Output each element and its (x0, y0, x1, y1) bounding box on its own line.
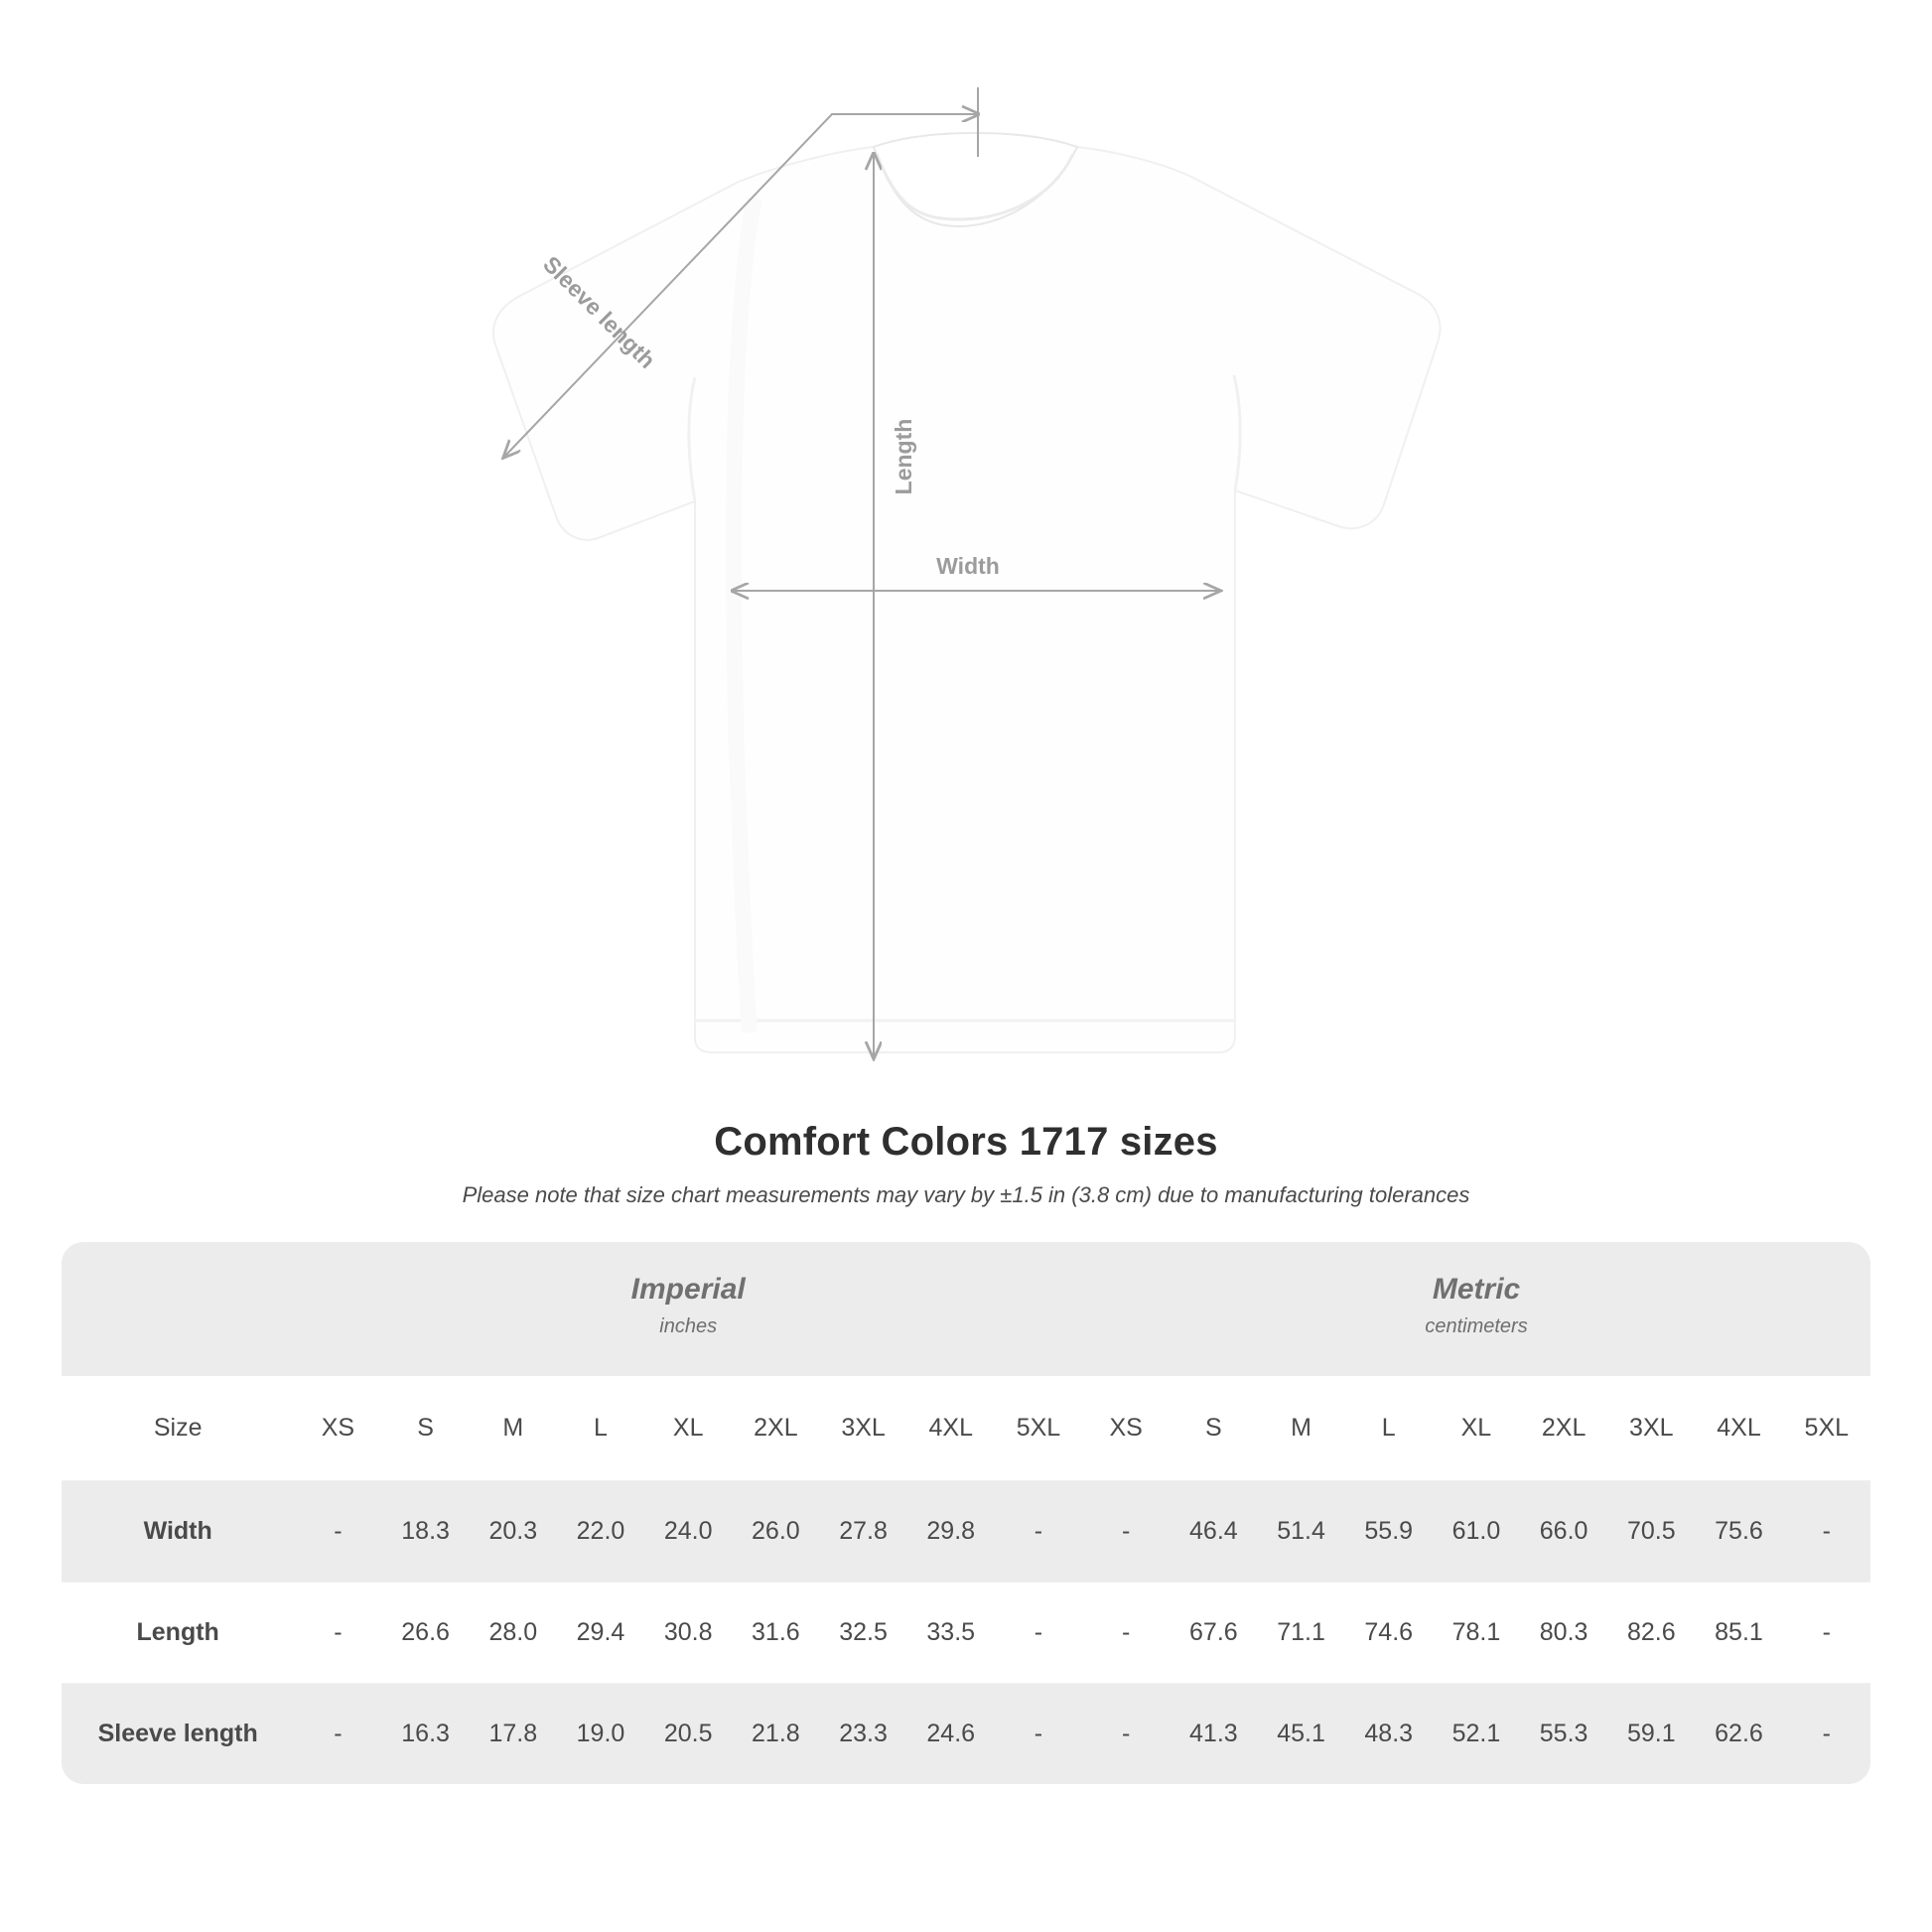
cell: - (995, 1683, 1082, 1784)
header-cell: XL (644, 1376, 732, 1481)
cell: 62.6 (1695, 1683, 1782, 1784)
header-size: Size (62, 1376, 294, 1481)
unit-group-metric-sub: centimeters (1425, 1314, 1528, 1337)
cell: 32.5 (819, 1582, 906, 1683)
cell: 28.0 (470, 1582, 557, 1683)
cell: 26.6 (382, 1582, 470, 1683)
cell: - (995, 1480, 1082, 1582)
header-cell: L (557, 1376, 644, 1481)
unit-band-spacer (62, 1242, 294, 1376)
cell: - (1783, 1683, 1870, 1784)
cell: 48.3 (1345, 1683, 1433, 1784)
unit-group-metric (1082, 1242, 1870, 1376)
cell: - (995, 1582, 1082, 1683)
cell: - (1082, 1480, 1170, 1582)
cell: 20.5 (644, 1683, 732, 1784)
cell: 24.6 (907, 1683, 995, 1784)
cell: 70.5 (1607, 1480, 1695, 1582)
row-label: Width (62, 1480, 294, 1582)
cell: 75.6 (1695, 1480, 1782, 1582)
unit-group-imperial (294, 1242, 1082, 1376)
header-cell: L (1345, 1376, 1433, 1481)
header-cell: 5XL (1783, 1376, 1870, 1481)
cell: 67.6 (1170, 1582, 1257, 1683)
header-cell: M (1257, 1376, 1344, 1481)
cell: 23.3 (819, 1683, 906, 1784)
cell: 30.8 (644, 1582, 732, 1683)
cell: 51.4 (1257, 1480, 1344, 1582)
cell: 66.0 (1520, 1480, 1607, 1582)
cell: 74.6 (1345, 1582, 1433, 1683)
header-cell: 4XL (1695, 1376, 1782, 1481)
header-cell: S (382, 1376, 470, 1481)
header-cell: 3XL (819, 1376, 906, 1481)
length-label: Length (891, 418, 916, 495)
cell: 27.8 (819, 1480, 906, 1582)
cell: 59.1 (1607, 1683, 1695, 1784)
header-cell: XS (294, 1376, 381, 1481)
unit-group-metric-name: Metric (1432, 1273, 1521, 1306)
cell: - (1082, 1683, 1170, 1784)
cell: 61.0 (1433, 1480, 1520, 1582)
cell: 19.0 (557, 1683, 644, 1784)
tshirt-shape (493, 133, 1441, 1052)
chart-title: Comfort Colors 1717 sizes (714, 1120, 1218, 1164)
header-cell: 5XL (995, 1376, 1082, 1481)
cell: 20.3 (470, 1480, 557, 1582)
cell: - (294, 1582, 381, 1683)
cell: - (1783, 1582, 1870, 1683)
cell: 22.0 (557, 1480, 644, 1582)
table-header-row (62, 1376, 1870, 1481)
size-table-wrap (62, 1242, 1870, 1784)
cell: 26.0 (732, 1480, 819, 1582)
cell: 52.1 (1433, 1683, 1520, 1784)
cell: 29.8 (907, 1480, 995, 1582)
cell: 18.3 (382, 1480, 470, 1582)
header-cell: S (1170, 1376, 1257, 1481)
cell: 71.1 (1257, 1582, 1344, 1683)
table-row (62, 1582, 1870, 1683)
unit-group-imperial-name: Imperial (630, 1273, 746, 1306)
cell: 41.3 (1170, 1683, 1257, 1784)
cell: - (294, 1683, 381, 1784)
cell: 31.6 (732, 1582, 819, 1683)
unit-band-row (62, 1242, 1870, 1376)
table-row (62, 1480, 1870, 1582)
cell: 85.1 (1695, 1582, 1782, 1683)
cell: 17.8 (470, 1683, 557, 1784)
cell: 45.1 (1257, 1683, 1344, 1784)
cell: 21.8 (732, 1683, 819, 1784)
cell: - (1082, 1582, 1170, 1683)
table-row (62, 1683, 1870, 1784)
cell: 29.4 (557, 1582, 644, 1683)
cell: 24.0 (644, 1480, 732, 1582)
cell: 82.6 (1607, 1582, 1695, 1683)
header-cell: XL (1433, 1376, 1520, 1481)
cell: 55.3 (1520, 1683, 1607, 1784)
unit-group-imperial-sub: inches (659, 1314, 718, 1337)
cell: - (294, 1480, 381, 1582)
width-label: Width (936, 553, 1000, 579)
header-cell: XS (1082, 1376, 1170, 1481)
cell: 55.9 (1345, 1480, 1433, 1582)
header-cell: 2XL (732, 1376, 819, 1481)
cell: 80.3 (1520, 1582, 1607, 1683)
cell: 33.5 (907, 1582, 995, 1683)
row-label: Sleeve length (62, 1683, 294, 1784)
cell: 16.3 (382, 1683, 470, 1784)
header-cell: 3XL (1607, 1376, 1695, 1481)
header-cell: 2XL (1520, 1376, 1607, 1481)
sleeve-label: Sleeve length (538, 250, 661, 373)
header-cell: M (470, 1376, 557, 1481)
header-cell: 4XL (907, 1376, 995, 1481)
cell: 46.4 (1170, 1480, 1257, 1582)
cell: - (1783, 1480, 1870, 1582)
size-table (62, 1242, 1870, 1784)
cell: 78.1 (1433, 1582, 1520, 1683)
chart-subtitle: Please note that size chart measurements may vary by ±1.5 in (3.8 cm) due to manufacturing tolerances (462, 1182, 1470, 1207)
row-label: Length (62, 1582, 294, 1683)
